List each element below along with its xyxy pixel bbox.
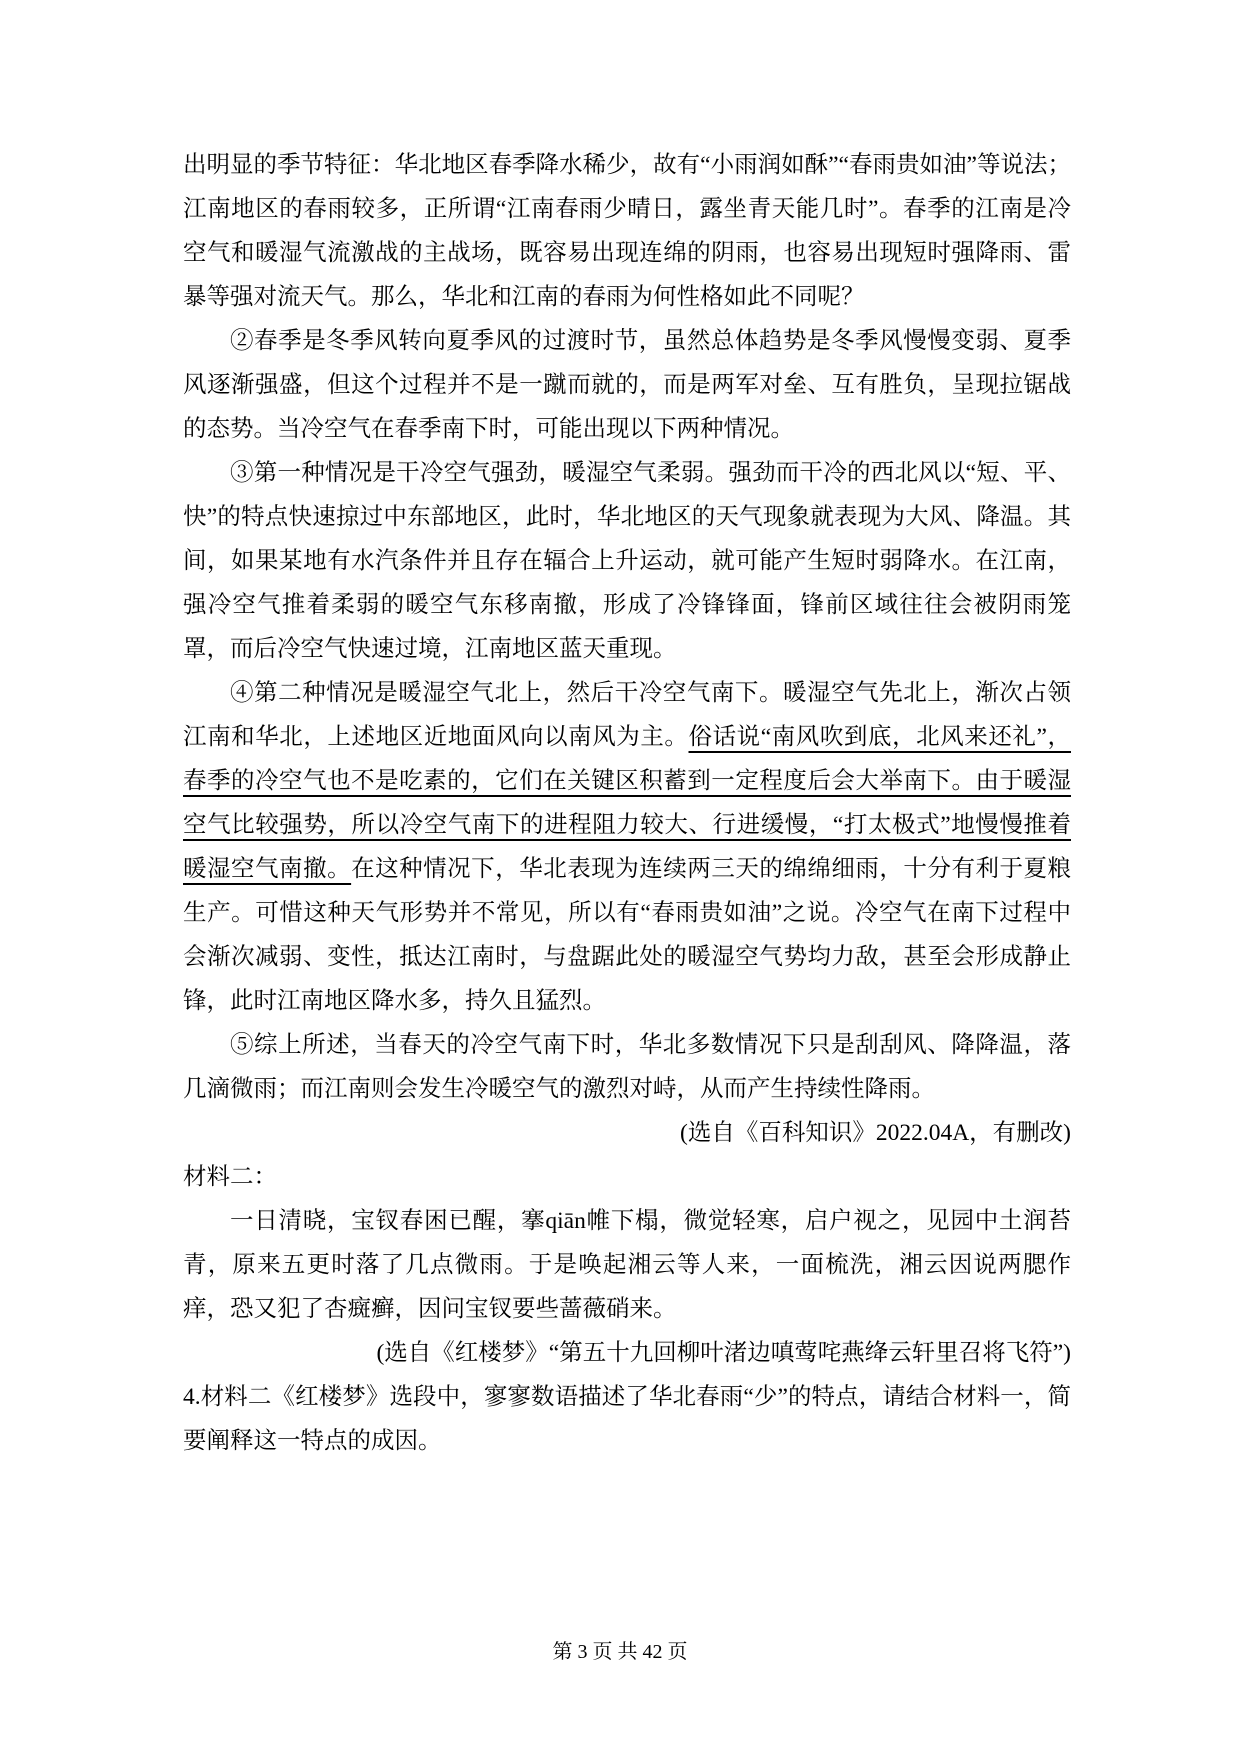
material-two-heading: 材料二： — [183, 1164, 277, 1190]
material-two-source-citation: (选自《红楼梦》“第五十九回柳叶渚边嗔莺咤燕绛云轩里召将飞符”) — [376, 1340, 1071, 1366]
material-one-paragraph-4 — [183, 671, 1071, 1023]
material-one-paragraph-5: ⑤综上所述，当春天的冷空气南下时，华北多数情况下只是刮刮风、降降温，落几滴微雨；而江南则会发生冷暖空气的激烈对峙，从而产生持续性降雨。 — [183, 1032, 1071, 1102]
paragraph-4-underlined-passage: 俗话说“南风吹到底，北风来还礼”，春季的冷空气也不是吃素的，它们在关键区积蓄到一定程度后会大举南下。由于暖湿空气比较强势，所以冷空气南下的进程阻力较大、行进缓慢，“打太极式”地慢慢推着暖湿空气南撤。 — [183, 724, 1071, 882]
material-one-paragraph-3: ③第一种情况是干冷空气强劲，暖湿空气柔弱。强劲而干冷的西北风以“短、平、快”的特点快速掠过中东部地区，此时，华北地区的天气现象就表现为大风、降温。其间，如果某地有水汽条件并且存在辐合上升运动，就可能产生短时弱降水。在江南，强冷空气推着柔弱的暖空气东移南撤，形成了冷锋锋面，锋前区域往往会被阴雨笼罩，而后冷空气快速过境，江南地区蓝天重现。 — [183, 460, 1071, 662]
paragraph-4-lead-text: ④第二种情况是暖湿空气北上，然后干冷空气南下。暖湿空气先北上，渐次占领江南和华北，上述地区近地面风向以南风为主。 — [183, 680, 1071, 750]
material-one-source-citation: (选自《百科知识》2022.04A，有删改) — [680, 1120, 1071, 1146]
material-one-continuation-paragraph: 出明显的季节特征：华北地区春季降水稀少，故有“小雨润如酥”“春雨贵如油”等说法；江南地区的春雨较多，正所谓“江南春雨少晴日，露坐青天能几时”。春季的江南是冷空气和暖湿气流激战的主战场，既容易出现连绵的阴雨，也容易出现短时强降雨、雷暴等强对流天气。那么，华北和江南的春雨为何性格如此不同呢？ — [183, 152, 1071, 310]
material-one-paragraph-2: ②春季是冬季风转向夏季风的过渡时节，虽然总体趋势是冬季风慢慢变弱、夏季风逐渐强盛，但这个过程并不是一蹴而就的，而是两军对垒、互有胜负，呈现拉锯战的态势。当冷空气在春季南下时，可能出现以下两种情况。 — [183, 328, 1071, 442]
paragraph-4-tail-text: 在这种情况下，华北表现为连续两三天的绵绵细雨，十分有利于夏粮生产。可惜这种天气形势并不常见，所以有“春雨贵如油”之说。冷空气在南下过程中会渐次减弱、变性，抵达江南时，与盘踞此处的暖湿空气势均力敌，甚至会形成静止锋，此时江南地区降水多，持久且猛烈。 — [183, 856, 1072, 1014]
page-number-footer: 第 3 页 共 42 页 — [552, 1641, 688, 1663]
page-body — [183, 143, 1071, 1463]
material-two-paragraph: 一日清晓，宝钗春困已醒，搴qiān帷下榻，微觉轻寒，启户视之，见园中土润苔青，原来五更时落了几点微雨。于是唤起湘云等人来，一面梳洗，湘云因说两腮作痒，恐又犯了杏癍癣，因问宝钗要些蔷薇硝来。 — [183, 1208, 1071, 1322]
question-4-text: 4.材料二《红楼梦》选段中，寥寥数语描述了华北春雨“少”的特点，请结合材料一，简要阐释这一特点的成因。 — [183, 1384, 1071, 1454]
